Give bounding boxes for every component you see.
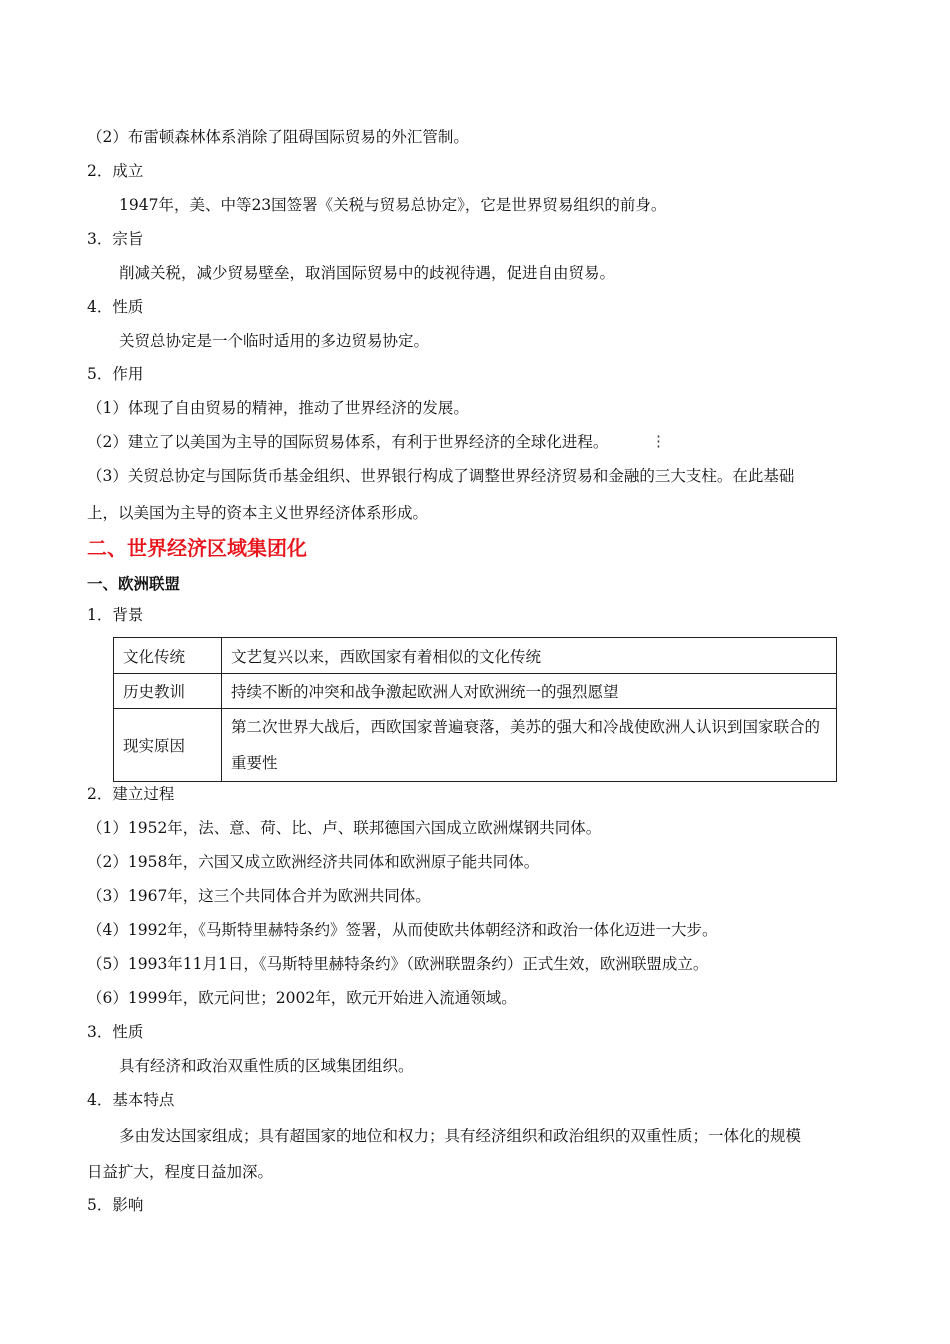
list-item: （1）1952年，法、意、荷、比、卢、联邦德国六国成立欧洲煤钢共同体。 [87, 819, 602, 837]
list-item: （4）1992年，《马斯特里赫特条约》签署，从而使欧共体朝经济和政治一体化迈进一大步。 [87, 921, 718, 939]
numbered-heading: 5．作用 [87, 365, 144, 383]
table-cell-label: 文化传统 [114, 638, 222, 674]
table-cell-text: 第二次世界大战后，西欧国家普遍衰落，美苏的强大和冷战使欧洲人认识到国家联合的重要性 [231, 718, 821, 772]
numbered-heading: 2．成立 [87, 162, 144, 180]
paragraph: 关贸总协定是一个临时适用的多边贸易协定。 [119, 332, 430, 350]
list-item: （3）1967年，这三个共同体合并为欧洲共同体。 [87, 887, 431, 905]
list-item: （5）1993年11月1日，《马斯特里赫特条约》（欧洲联盟条约）正式生效，欧洲联盟成立。 [87, 955, 709, 973]
numbered-heading: 5．影响 [87, 1196, 144, 1214]
background-table [113, 637, 837, 782]
text-line: （2）建立了以美国为主导的国际贸易体系，有利于世界经济的全球化进程。 [87, 433, 609, 451]
numbered-heading: 4．性质 [87, 298, 144, 316]
table-cell-label: 历史教训 [114, 674, 222, 709]
paragraph: 削减关税，减少贸易壁垒，取消国际贸易中的歧视待遇，促进自由贸易。 [119, 264, 616, 282]
text-line: （3）关贸总协定与国际货币基金组织、世界银行构成了调整世界经济贸易和金融的三大支柱。在此基础 [87, 467, 795, 485]
paragraph: 多由发达国家组成；具有超国家的地位和权力；具有经济组织和政治组织的双重性质；一体化的规模 [119, 1127, 802, 1145]
text-line: 上，以美国为主导的资本主义世界经济体系形成。 [87, 504, 429, 522]
subsection-title: 一、欧洲联盟 [87, 575, 181, 593]
numbered-heading: 2．建立过程 [87, 785, 175, 803]
list-item: （6）1999年，欧元问世；2002年，欧元开始进入流通领域。 [87, 989, 517, 1007]
table-row [114, 709, 837, 782]
table-cell-label: 现实原因 [114, 709, 222, 782]
section-title: 二、世界经济区域集团化 [87, 536, 307, 560]
table-cell-content: 文艺复兴以来，西欧国家有着相似的文化传统 [222, 638, 837, 674]
paragraph: 1947年，美、中等23国签署《关税与贸易总协定》，它是世界贸易组织的前身。 [119, 196, 667, 214]
table-cell-content: 持续不断的冲突和战争激起欧洲人对欧洲统一的强烈愿望 [222, 674, 837, 709]
numbered-heading: 3．性质 [87, 1023, 144, 1041]
table-row [114, 638, 837, 674]
table-row [114, 674, 837, 709]
numbered-heading: 3．宗旨 [87, 230, 144, 248]
paragraph: 具有经济和政治双重性质的区域集团组织。 [119, 1057, 414, 1075]
text-cursor-mark: ⋮ [651, 432, 666, 450]
table-cell-content [222, 709, 837, 782]
numbered-heading: 1．背景 [87, 606, 144, 624]
numbered-heading: 4．基本特点 [87, 1091, 175, 1109]
paragraph-continuation: 日益扩大，程度日益加深。 [87, 1163, 274, 1181]
text-line: （1）体现了自由贸易的精神，推动了世界经济的发展。 [87, 399, 469, 417]
list-item: （2）1958年，六国又成立欧洲经济共同体和欧洲原子能共同体。 [87, 853, 540, 871]
text-line: （2）布雷顿森林体系消除了阻碍国际贸易的外汇管制。 [87, 128, 469, 146]
